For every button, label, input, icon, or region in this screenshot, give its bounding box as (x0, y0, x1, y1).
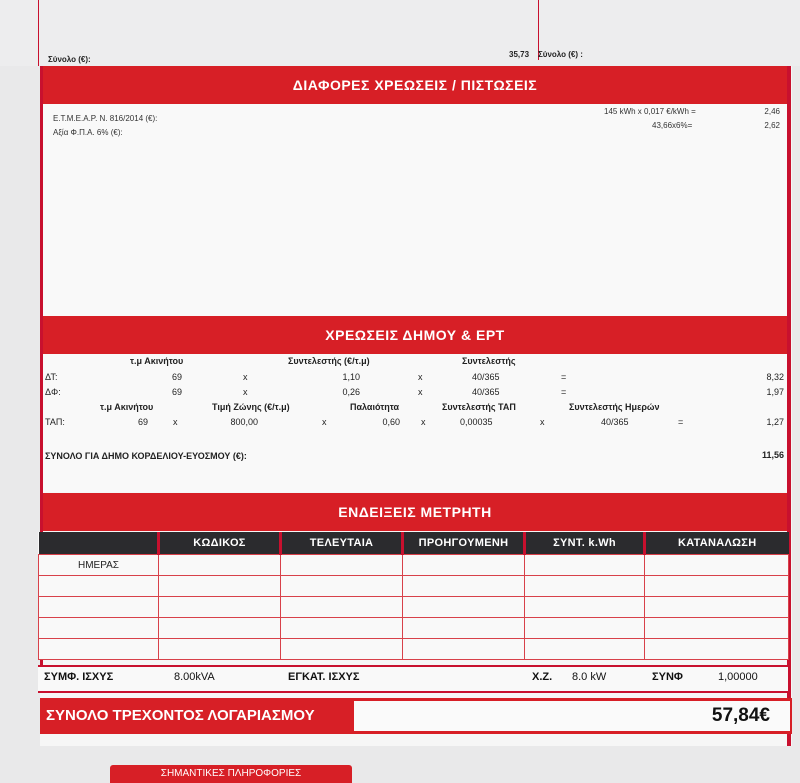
dt-ratio: 40/365 (472, 372, 500, 382)
vat-value: 2,62 (764, 121, 780, 130)
table-cell (281, 597, 403, 618)
xz-value: 8.0 kW (572, 671, 607, 683)
dt-eq: = (561, 372, 567, 382)
df-times2: x (418, 387, 423, 397)
hdr2-tap: Συντελεστής ΤΑΠ (442, 402, 516, 412)
table-row (39, 618, 789, 639)
col-consumption: ΚΑΤΑΝΑΛΩΣΗ (645, 532, 789, 555)
table-cell (645, 555, 789, 576)
contract-power-value: 8.00kVA (174, 671, 215, 683)
table-cell (403, 597, 525, 618)
hdr2-zone: Τιμή Ζώνης (€/τ.μ) (212, 402, 290, 412)
previous-section (0, 0, 800, 66)
meter-table (38, 532, 789, 660)
dt-label: ΔΤ: (45, 372, 58, 382)
tap-times2: x (322, 417, 327, 427)
table-cell (525, 555, 645, 576)
table-cell (645, 639, 789, 660)
table-cell (281, 639, 403, 660)
cosphi-label: ΣΥΝΦ (652, 671, 683, 683)
table-cell (159, 576, 281, 597)
table-cell (645, 597, 789, 618)
tap-age: 0,60 (382, 417, 400, 427)
table-cell (39, 618, 159, 639)
table-row (39, 555, 789, 576)
cosphi-value: 1,00000 (718, 671, 758, 683)
top-total-label: Σύνολο (€): (48, 55, 91, 64)
table-cell (525, 576, 645, 597)
grand-total-box (354, 701, 790, 731)
contract-power-label: ΣΥΜΦ. ΙΣΧΥΣ (44, 671, 114, 683)
df-coef: 0,26 (342, 387, 360, 397)
vat-calc: 43,66x6%= (652, 121, 693, 130)
top-total-value: 35,73 (509, 50, 530, 59)
table-cell (39, 597, 159, 618)
table-cell (281, 576, 403, 597)
municipal-total-value: 11,56 (761, 450, 784, 460)
table-cell (525, 618, 645, 639)
tap-label: ΤΑΠ: (45, 417, 65, 427)
vat-label: Αξία Φ.Π.Α. 6% (€): (53, 128, 123, 137)
table-cell (281, 618, 403, 639)
etmear-label: Ε.Τ.Μ.Ε.Α.Ρ. Ν. 816/2014 (€): (53, 114, 158, 123)
df-value: 1,97 (766, 387, 784, 397)
col-empty (39, 532, 159, 555)
important-info-tab: ΣΗΜΑΝΤΙΚΕΣ ΠΛΗΡΟΦΟΡΙΕΣ (110, 765, 352, 783)
table-cell (525, 597, 645, 618)
table-row (39, 576, 789, 597)
dt-value: 8,32 (766, 372, 784, 382)
col-last: ΤΕΛΕΥΤΑΙΑ (281, 532, 403, 555)
meter-header-row (39, 532, 789, 555)
dt-coef: 1,10 (342, 372, 360, 382)
row-label: ΗΜΕΡΑΣ (39, 555, 159, 576)
grand-total-bar (40, 698, 792, 734)
table-cell (645, 576, 789, 597)
tap-area: 69 (137, 417, 148, 427)
grand-total-label: ΣΥΝΟΛΟ ΤΡΕΧΟΝΤΟΣ ΛΟΓΑΡΙΑΣΜΟΥ (46, 707, 315, 724)
table-cell (403, 618, 525, 639)
table-cell (281, 555, 403, 576)
df-times: x (243, 387, 248, 397)
table-cell (39, 639, 159, 660)
municipal-charges-title: ΧΡΕΩΣΕΙΣ ΔΗΜΟΥ & ΕΡΤ (43, 316, 787, 354)
df-ratio: 40/365 (472, 387, 500, 397)
df-eq: = (561, 387, 567, 397)
hdr-area: τ.μ Ακινήτου (130, 356, 184, 366)
misc-charges-box (43, 104, 787, 316)
hdr2-age: Παλαιότητα (350, 402, 400, 412)
table-cell (645, 618, 789, 639)
contract-bar (38, 665, 788, 693)
divider (38, 0, 39, 66)
hdr-coef2: Συντελεστής (462, 356, 516, 366)
misc-charges-title: ΔΙΑΦΟΡΕΣ ΧΡΕΩΣΕΙΣ / ΠΙΣΤΩΣΕΙΣ (43, 66, 787, 104)
table-cell (403, 576, 525, 597)
table-cell (159, 639, 281, 660)
etmear-value: 2,46 (764, 107, 780, 116)
tap-times1: x (173, 417, 178, 427)
table-row (39, 597, 789, 618)
xz-label: Χ.Ζ. (532, 671, 553, 683)
municipal-total-label: ΣΥΝΟΛΟ ΓΙΑ ΔΗΜΟ ΚΟΡΔΕΛΙΟΥ-ΕΥΟΣΜΟΥ (€): (45, 451, 247, 461)
tap-zone: 800,00 (230, 417, 258, 427)
tap-times3: x (421, 417, 426, 427)
col-code: ΚΩΔΙΚΟΣ (159, 532, 281, 555)
df-label: ΔΦ: (45, 387, 61, 397)
installed-power-label: ΕΓΚΑΤ. ΙΣΧΥΣ (288, 671, 360, 683)
table-cell (525, 639, 645, 660)
df-area: 69 (171, 387, 182, 397)
col-previous: ΠΡΟΗΓΟΥΜΕΝΗ (403, 532, 525, 555)
col-coef: ΣΥΝΤ. k.Wh (525, 532, 645, 555)
hdr2-area: τ.μ Ακινήτου (100, 402, 154, 412)
tap-ratio: 40/365 (601, 417, 629, 427)
table-cell (159, 618, 281, 639)
meter-title: ΕΝΔΕΙΞΕΙΣ ΜΕΤΡΗΤΗ (43, 493, 787, 531)
table-cell (39, 576, 159, 597)
table-cell (403, 555, 525, 576)
dt-area: 69 (171, 372, 182, 382)
table-cell (403, 639, 525, 660)
tap-times4: x (540, 417, 545, 427)
table-row (39, 639, 789, 660)
etmear-calc: 145 kWh x 0,017 €/kWh = (604, 107, 696, 116)
tap-coef: 0,00035 (460, 417, 493, 427)
tap-eq: = (678, 417, 684, 427)
table-cell (159, 555, 281, 576)
top-total-label-right: Σύνολο (€) : (538, 50, 583, 59)
dt-times: x (243, 372, 248, 382)
dt-times2: x (418, 372, 423, 382)
tap-value: 1,27 (766, 417, 784, 427)
table-cell (159, 597, 281, 618)
hdr2-days: Συντελεστής Ημερών (569, 402, 660, 412)
hdr-coef: Συντελεστής (€/τ.μ) (288, 356, 370, 366)
grand-total-amount: 57,84€ (711, 705, 770, 726)
